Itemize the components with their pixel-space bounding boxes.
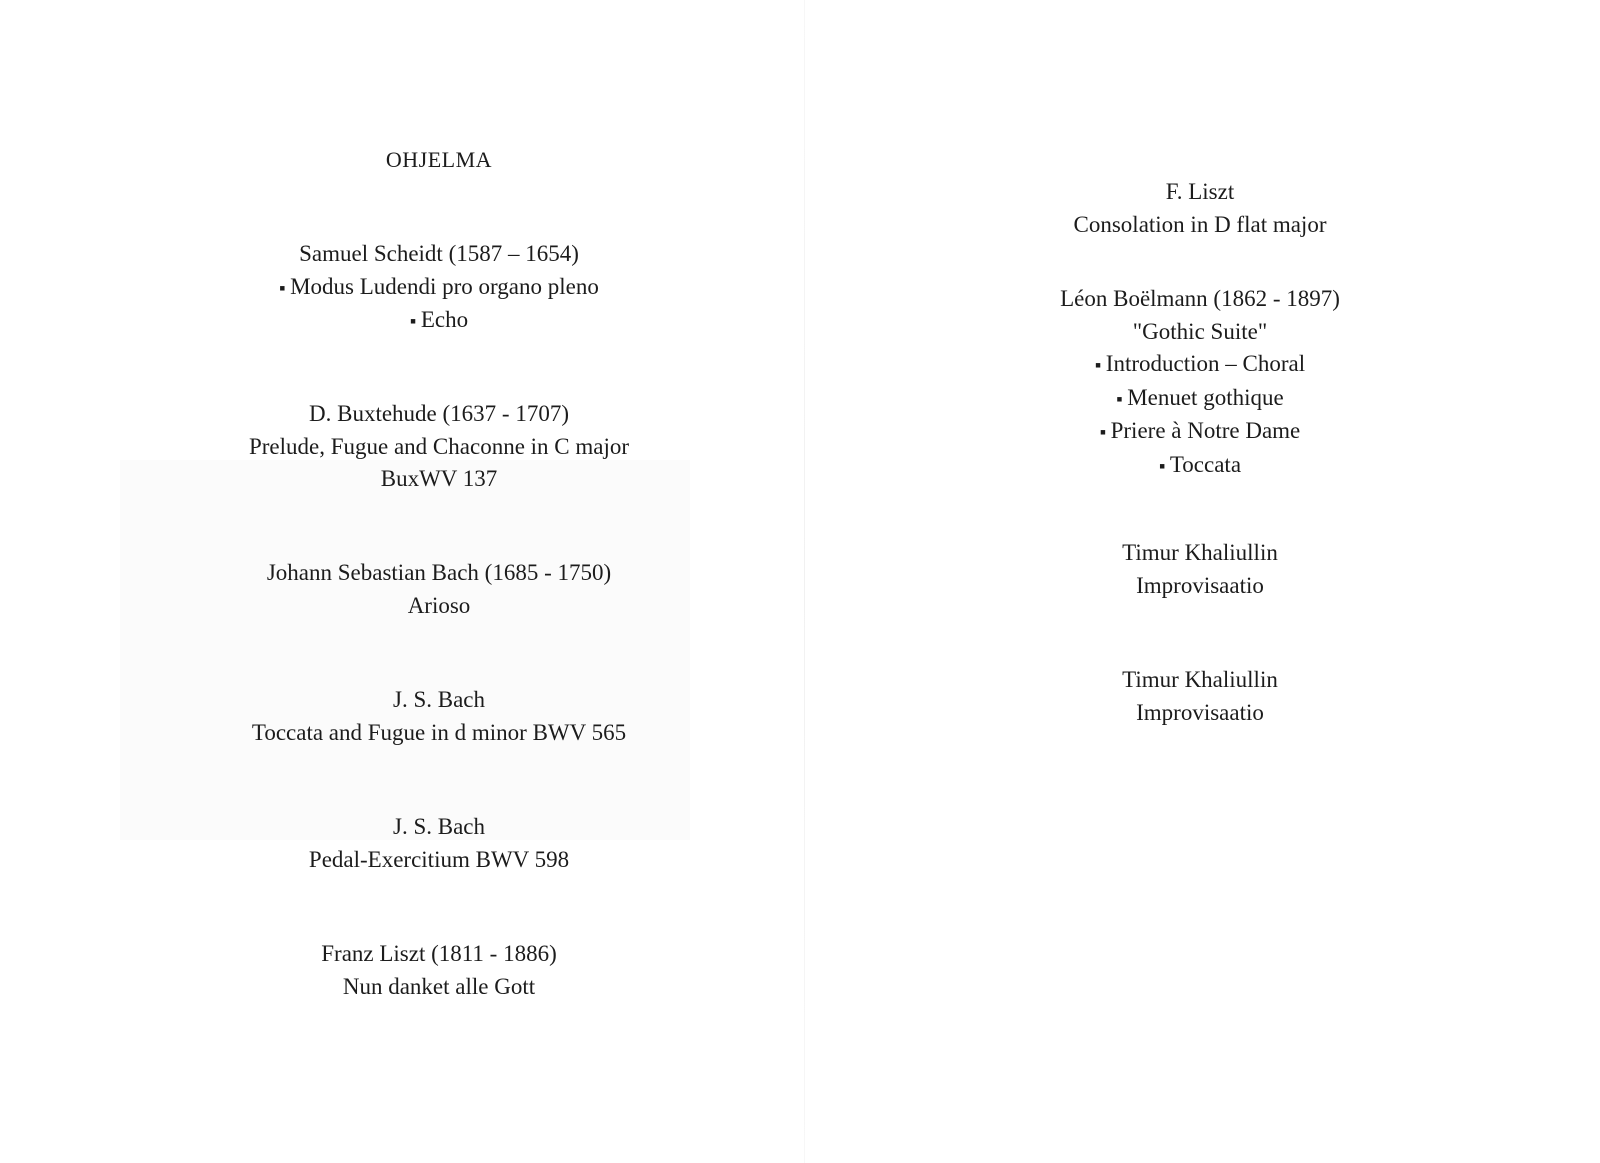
piece-item: ▪ Echo [159,304,719,338]
piece-item: ▪ Priere à Notre Dame [920,415,1480,449]
bleed-through-shadow [120,460,690,840]
piece-title: Prelude, Fugue and Chaconne in C major [248,433,630,459]
catalog-number: BuxWV 137 [380,466,498,491]
composer-name: Léon Boëlmann (1862 - 1897) [1060,286,1340,311]
composer-name: F. Liszt [1165,179,1235,204]
composer-name: Timur Khaliullin [1122,540,1278,565]
program-entry-bach-pedal [159,811,719,876]
piece-title: Toccata and Fugue in d minor BWV 565 [251,719,627,745]
right-page [805,0,1600,1163]
piece-item: ▪ Menuet gothique [920,382,1480,416]
program-heading: OHJELMA [385,147,493,172]
program-entry-khaliullin-2 [920,664,1480,729]
composer-name: D. Buxtehude (1637 - 1707) [309,401,569,426]
piece-title: "Gothic Suite" [1132,318,1268,344]
piece-title: Improvisaatio [1136,699,1264,725]
program-entry-scheidt [159,238,719,338]
composer-name: Johann Sebastian Bach (1685 - 1750) [266,560,612,585]
program-entry-bach-toccata [159,684,719,749]
composer-name: Timur Khaliullin [1122,667,1278,692]
program-entry-bach-arioso [159,557,719,622]
program-entry-liszt-nun-danket [159,938,719,1003]
composer-name: Franz Liszt (1811 - 1886) [321,941,557,966]
piece-title: Pedal-Exercitium BWV 598 [308,846,570,872]
composer-name: Samuel Scheidt (1587 – 1654) [299,241,579,266]
piece-title: Improvisaatio [1136,572,1264,598]
piece-title: Consolation in D flat major [1073,211,1327,237]
composer-name: J. S. Bach [393,814,485,839]
piece-item: ▪ Toccata [920,449,1480,483]
piece-title: Nun danket alle Gott [342,973,536,999]
piece-title: Arioso [407,592,471,618]
program-entry-boellmann [920,283,1480,482]
program-entry-buxtehude [159,398,719,496]
composer-name: J. S. Bach [393,687,485,712]
program-entry-liszt-consolation [920,176,1480,241]
piece-item: ▪ Introduction – Choral [920,348,1480,382]
program-entry-khaliullin-1 [920,537,1480,602]
piece-item: ▪ Modus Ludendi pro organo pleno [159,271,719,305]
